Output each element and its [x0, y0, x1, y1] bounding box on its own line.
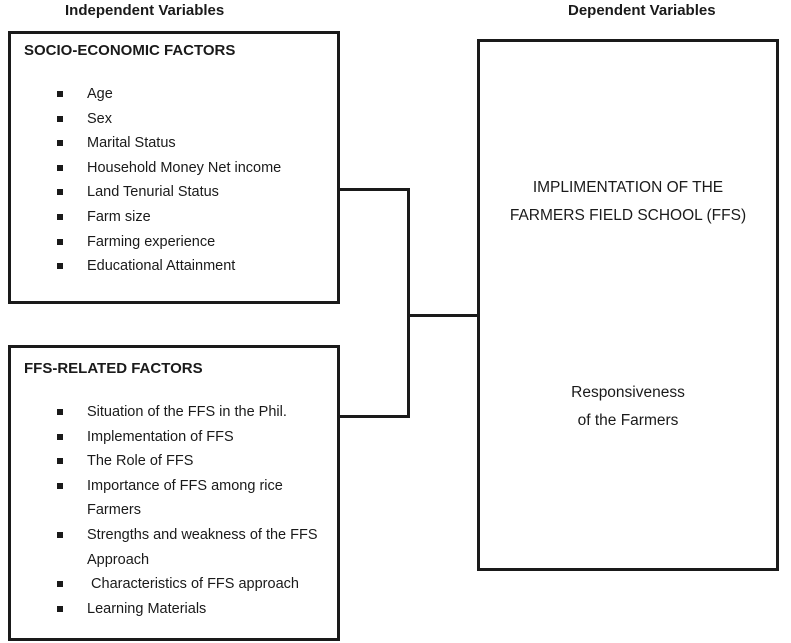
connector-socio-horizontal [340, 188, 410, 191]
bullet-icon [57, 606, 63, 612]
bullet-icon [57, 214, 63, 220]
bullet-icon [57, 239, 63, 245]
connector-to-dependent [407, 314, 478, 317]
list-item: Learning Materials [11, 597, 337, 622]
bullet-icon [57, 116, 63, 122]
independent-variables-heading: Independent Variables [65, 2, 225, 19]
bullet-icon [57, 263, 63, 269]
list-item: Educational Attainment [11, 254, 337, 279]
list-item: Farming experience [11, 230, 337, 255]
bullet-icon [57, 91, 63, 97]
list-item: Situation of the FFS in the Phil. [11, 400, 337, 425]
list-item: Importance of FFS among rice Farmers [11, 474, 337, 523]
bullet-icon [57, 581, 63, 587]
ffs-related-title: FFS-RELATED FACTORS [24, 360, 203, 377]
socio-economic-list [11, 82, 337, 279]
bullet-icon [57, 140, 63, 146]
bullet-icon [57, 532, 63, 538]
bullet-icon [57, 458, 63, 464]
socio-economic-title: SOCIO-ECONOMIC FACTORS [24, 42, 236, 59]
list-item: Sex [11, 107, 337, 132]
list-item: The Role of FFS [11, 449, 337, 474]
list-item: Household Money Net income [11, 156, 337, 181]
connector-ffs-horizontal [340, 415, 410, 418]
list-item: Marital Status [11, 131, 337, 156]
dependent-variables-heading: Dependent Variables [568, 2, 716, 19]
list-item: Age [11, 82, 337, 107]
connector-vertical [407, 188, 410, 418]
bullet-icon [57, 434, 63, 440]
socio-economic-factors-box [8, 31, 340, 304]
ffs-related-list [11, 400, 337, 621]
farmers-responsiveness-label: Responsiveness of the Farmers [571, 384, 685, 429]
list-item: Farm size [11, 205, 337, 230]
list-item: Characteristics of FFS approach [11, 572, 337, 597]
bullet-icon [57, 189, 63, 195]
list-item: Strengths and weakness of the FFS Approach [11, 523, 337, 572]
bullet-icon [57, 409, 63, 415]
ffs-implementation-label: IMPLIMENTATION OF THE FARMERS FIELD SCHOOL (FFS) [509, 179, 747, 224]
list-item: Land Tenurial Status [11, 180, 337, 205]
list-item: Implementation of FFS [11, 425, 337, 450]
ffs-related-factors-box [8, 345, 340, 641]
bullet-icon [57, 483, 63, 489]
bullet-icon [57, 165, 63, 171]
dependent-variable-box [477, 39, 779, 571]
